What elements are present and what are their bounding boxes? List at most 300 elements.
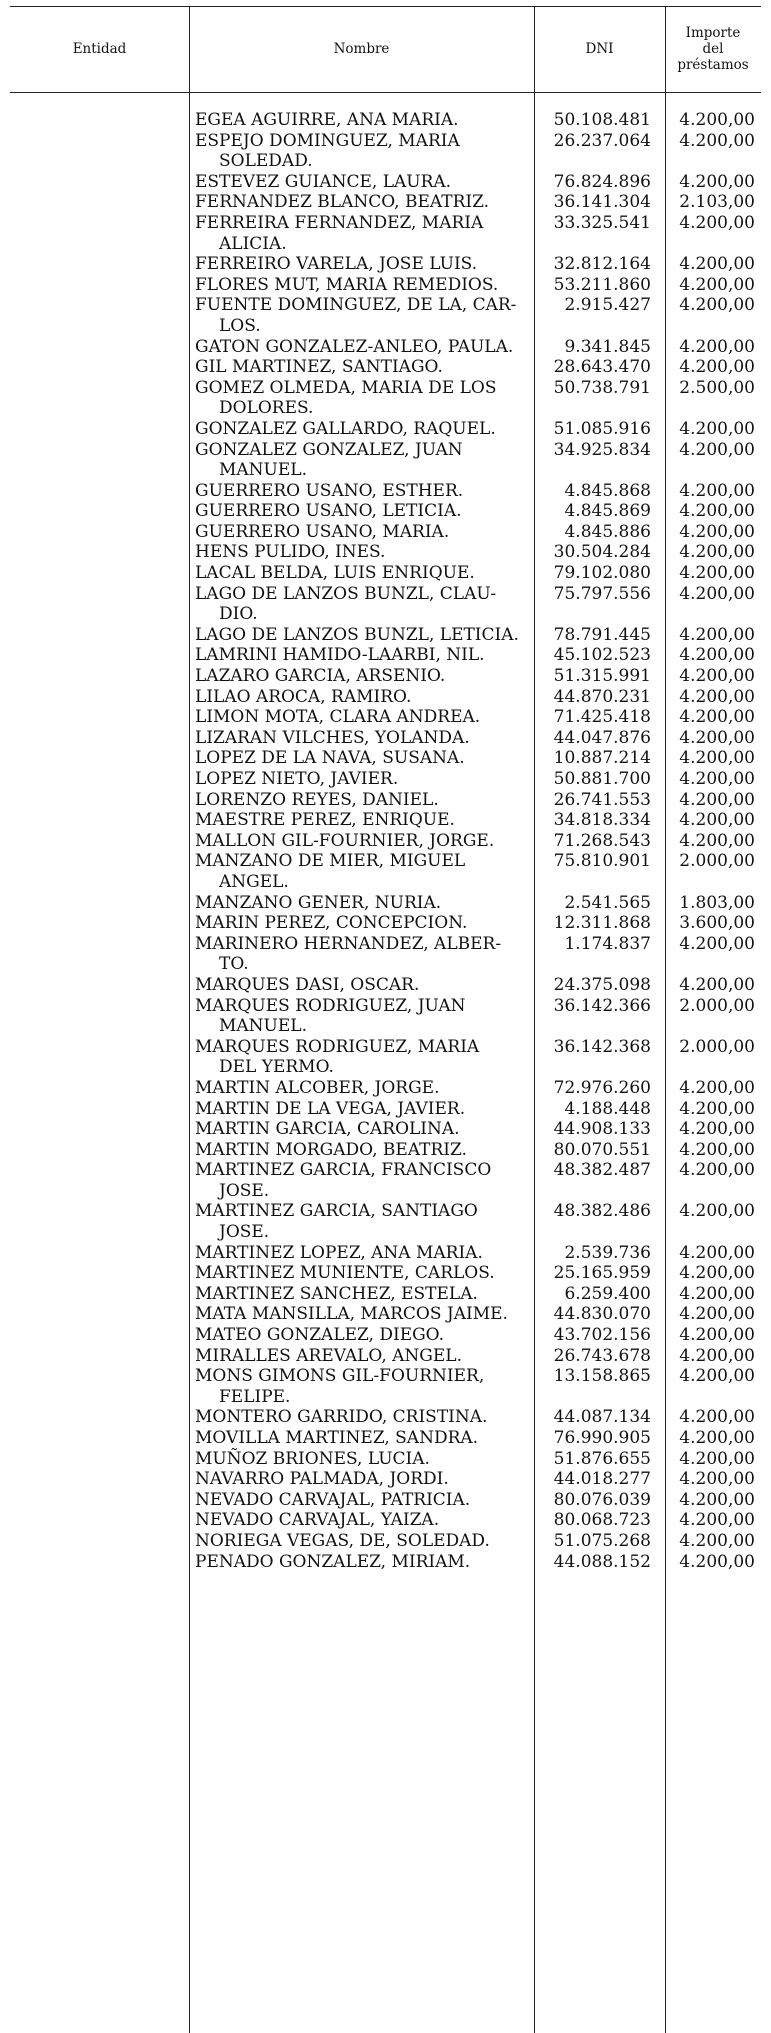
- nombre-continuation: JOSE.: [219, 1222, 270, 1243]
- cell-importe: 4.200,00: [679, 254, 755, 275]
- cell-importe: 4.200,00: [679, 130, 755, 151]
- cell-dni: 72.976.260: [553, 1077, 651, 1098]
- cell-nombre: [189, 1490, 534, 1511]
- nombre-line: MAESTRE PEREZ, ENRIQUE.: [195, 810, 455, 831]
- cell-dni: 44.018.277: [553, 1469, 651, 1490]
- cell-importe: 4.200,00: [679, 336, 755, 357]
- table-row: [0, 542, 771, 563]
- cell-nombre: [189, 419, 534, 440]
- nombre-continuation: DIO.: [219, 604, 258, 625]
- nombre-line: FERREIRA FERNANDEZ, MARIA: [195, 212, 484, 233]
- nombre-line: ESPEJO DOMINGUEZ, MARIA: [195, 130, 460, 151]
- nombre-line: NORIEGA VEGAS, DE, SOLEDAD.: [195, 1530, 490, 1551]
- cell-nombre: [189, 1531, 534, 1552]
- cell-importe: 4.200,00: [679, 645, 755, 666]
- cell-entidad: [0, 254, 189, 275]
- cell-nombre: [189, 1160, 534, 1201]
- nombre-line: LORENZO REYES, DANIEL.: [195, 789, 439, 810]
- cell-dni: 44.088.152: [553, 1551, 651, 1572]
- cell-dni: 25.165.959: [553, 1263, 651, 1284]
- table-row: [0, 1263, 771, 1284]
- cell-dni: 34.925.834: [553, 439, 651, 460]
- nombre-line: LIZARAN VILCHES, YOLANDA.: [195, 727, 470, 748]
- cell-dni: 34.818.334: [553, 810, 651, 831]
- cell-entidad: [0, 996, 189, 1037]
- cell-entidad: [0, 893, 189, 914]
- nombre-line: FLORES MUT, MARIA REMEDIOS.: [195, 274, 499, 295]
- cell-nombre: [189, 666, 534, 687]
- cell-importe: 4.200,00: [679, 666, 755, 687]
- cell-entidad: [0, 1243, 189, 1264]
- table-row: [0, 748, 771, 769]
- table-row: [0, 1407, 771, 1428]
- cell-entidad: [0, 810, 189, 831]
- nombre-line: MARQUES DASI, OSCAR.: [195, 974, 420, 995]
- cell-dni: 2.539.736: [564, 1242, 651, 1263]
- cell-dni: 12.311.868: [553, 913, 651, 934]
- table-row: [0, 790, 771, 811]
- cell-importe: 4.200,00: [679, 171, 755, 192]
- nombre-continuation: FELIPE.: [219, 1386, 291, 1407]
- cell-entidad: [0, 213, 189, 254]
- cell-nombre: [189, 1552, 534, 1573]
- cell-nombre: [189, 810, 534, 831]
- cell-entidad: [0, 1407, 189, 1428]
- cell-dni: 71.425.418: [553, 707, 651, 728]
- cell-importe: 4.200,00: [679, 810, 755, 831]
- table-row: [0, 1201, 771, 1242]
- cell-importe: 3.600,00: [679, 913, 755, 934]
- cell-nombre: [189, 1119, 534, 1140]
- nombre-line: LAGO DE LANZOS BUNZL, CLAU-: [195, 583, 497, 604]
- cell-dni: 10.887.214: [553, 748, 651, 769]
- cell-importe: 4.200,00: [679, 274, 755, 295]
- cell-dni: 44.908.133: [553, 1119, 651, 1140]
- cell-entidad: [0, 769, 189, 790]
- nombre-line: LILAO AROCA, RAMIRO.: [195, 686, 412, 707]
- cell-nombre: [189, 1346, 534, 1367]
- cell-entidad: [0, 563, 189, 584]
- table-row: [0, 1469, 771, 1490]
- cell-dni: 2.915.427: [564, 295, 651, 316]
- cell-importe: 4.200,00: [679, 748, 755, 769]
- nombre-line: ESTEVEZ GUIANCE, LAURA.: [195, 171, 452, 192]
- table-row: [0, 192, 771, 213]
- cell-nombre: [189, 584, 534, 625]
- cell-importe: 4.200,00: [679, 1304, 755, 1325]
- nombre-line: FERREIRO VARELA, JOSE LUIS.: [195, 254, 478, 275]
- table-row: [0, 378, 771, 419]
- cell-importe: 4.200,00: [679, 974, 755, 995]
- cell-dni: 51.075.268: [553, 1530, 651, 1551]
- nombre-line: MOVILLA MARTINEZ, SANDRA.: [195, 1428, 479, 1448]
- cell-dni: 44.087.134: [553, 1407, 651, 1428]
- cell-nombre: [189, 1263, 534, 1284]
- cell-nombre: [189, 131, 534, 172]
- cell-nombre: [189, 542, 534, 563]
- cell-entidad: [0, 1304, 189, 1325]
- nombre-line: MATA MANSILLA, MARCOS JAIME.: [195, 1304, 508, 1325]
- cell-entidad: [0, 1078, 189, 1099]
- nombre-line: MARTIN ALCOBER, JORGE.: [195, 1077, 440, 1098]
- cell-nombre: [189, 975, 534, 996]
- nombre-line: LIMON MOTA, CLARA ANDREA.: [195, 707, 481, 728]
- cell-importe: 4.200,00: [679, 542, 755, 563]
- table-row: [0, 254, 771, 275]
- table-row: [0, 1099, 771, 1120]
- cell-dni: 50.738.791: [553, 377, 651, 398]
- table-row: [0, 1552, 771, 1573]
- cell-importe: 4.200,00: [679, 1139, 755, 1160]
- nombre-line: LAZARO GARCIA, ARSENIO.: [195, 666, 446, 687]
- header-importe-line-1: Importe: [685, 25, 741, 41]
- cell-nombre: [189, 1366, 534, 1407]
- cell-entidad: [0, 1428, 189, 1449]
- cell-entidad: [0, 357, 189, 378]
- cell-importe: 4.200,00: [679, 563, 755, 584]
- nombre-continuation: ALICIA.: [219, 233, 287, 254]
- cell-entidad: [0, 275, 189, 296]
- table-body: [0, 110, 771, 1572]
- table-row: [0, 687, 771, 708]
- cell-nombre: [189, 213, 534, 254]
- cell-dni: 75.810.901: [553, 851, 651, 872]
- cell-nombre: [189, 1325, 534, 1346]
- cell-dni: 36.142.366: [553, 995, 651, 1016]
- table-row: [0, 584, 771, 625]
- cell-importe: 4.200,00: [679, 830, 755, 851]
- nombre-line: MONTERO GARRIDO, CRISTINA.: [195, 1407, 488, 1428]
- cell-importe: 4.200,00: [679, 707, 755, 728]
- table-row: [0, 851, 771, 892]
- table-row: [0, 934, 771, 975]
- cell-entidad: [0, 192, 189, 213]
- nombre-line: NEVADO CARVAJAL, PATRICIA.: [195, 1489, 471, 1510]
- cell-importe: 4.200,00: [679, 769, 755, 789]
- cell-importe: 4.200,00: [679, 1242, 755, 1263]
- cell-nombre: [189, 625, 534, 646]
- nombre-line: MARTINEZ MUNIENTE, CARLOS.: [195, 1263, 495, 1284]
- cell-importe: 4.200,00: [679, 1119, 755, 1140]
- nombre-line: GOMEZ OLMEDA, MARIA DE LOS: [195, 377, 497, 398]
- table-row: [0, 1243, 771, 1264]
- cell-entidad: [0, 172, 189, 193]
- nombre-line: GATON GONZALEZ-ANLEO, PAULA.: [195, 336, 514, 357]
- table-row: [0, 1304, 771, 1325]
- cell-dni: 24.375.098: [553, 974, 651, 995]
- cell-nombre: [189, 996, 534, 1037]
- table-row: [0, 440, 771, 481]
- nombre-continuation: MANUEL.: [219, 460, 307, 481]
- cell-nombre: [189, 851, 534, 892]
- nombre-line: MONS GIMONS GIL-FOURNIER,: [195, 1366, 485, 1387]
- cell-importe: 4.200,00: [679, 1510, 755, 1531]
- cell-importe: 4.200,00: [679, 357, 755, 378]
- cell-nombre: [189, 1428, 534, 1449]
- cell-nombre: [189, 913, 534, 934]
- cell-nombre: [189, 1284, 534, 1305]
- cell-entidad: [0, 1037, 189, 1078]
- nombre-line: LAGO DE LANZOS BUNZL, LETICIA.: [195, 624, 519, 645]
- nombre-line: MARQUES RODRIGUEZ, JUAN: [195, 995, 466, 1016]
- cell-dni: 76.990.905: [553, 1428, 651, 1448]
- header-dni-label: DNI: [585, 41, 614, 57]
- cell-nombre: [189, 1304, 534, 1325]
- cell-importe: 4.200,00: [679, 1366, 755, 1387]
- nombre-continuation: DOLORES.: [219, 398, 314, 419]
- cell-nombre: [189, 1510, 534, 1531]
- header-nombre: [189, 6, 534, 92]
- cell-dni: 4.845.868: [564, 480, 651, 501]
- cell-dni: 48.382.486: [553, 1201, 651, 1222]
- cell-entidad: [0, 851, 189, 892]
- cell-importe: 4.200,00: [679, 1530, 755, 1551]
- table-row: [0, 1531, 771, 1552]
- nombre-line: FUENTE DOMINGUEZ, DE LA, CAR-: [195, 295, 517, 316]
- nombre-line: PENADO GONZALEZ, MIRIAM.: [195, 1551, 471, 1572]
- cell-entidad: [0, 645, 189, 666]
- cell-dni: 50.881.700: [553, 769, 651, 789]
- cell-entidad: [0, 1490, 189, 1511]
- nombre-line: MARTIN DE LA VEGA, JAVIER.: [195, 1098, 466, 1119]
- nombre-line: LACAL BELDA, LUIS ENRIQUE.: [195, 563, 475, 584]
- cell-nombre: [189, 1099, 534, 1120]
- cell-importe: 2.000,00: [679, 851, 755, 872]
- nombre-line: NAVARRO PALMADA, JORDI.: [195, 1469, 449, 1490]
- cell-entidad: [0, 913, 189, 934]
- cell-dni: 28.643.470: [553, 357, 651, 378]
- cell-importe: 4.200,00: [679, 110, 755, 130]
- cell-entidad: [0, 1284, 189, 1305]
- cell-dni: 26.741.553: [553, 789, 651, 810]
- cell-nombre: [189, 934, 534, 975]
- cell-nombre: [189, 769, 534, 790]
- cell-nombre: [189, 110, 534, 131]
- header-entidad-label: Entidad: [72, 41, 127, 57]
- cell-nombre: [189, 295, 534, 336]
- cell-dni: 76.824.896: [553, 171, 651, 192]
- cell-dni: 6.259.400: [564, 1283, 651, 1304]
- cell-importe: 4.200,00: [679, 521, 755, 542]
- cell-entidad: [0, 542, 189, 563]
- cell-entidad: [0, 707, 189, 728]
- cell-importe: 4.200,00: [679, 789, 755, 810]
- cell-importe: 2.000,00: [679, 995, 755, 1016]
- cell-entidad: [0, 1263, 189, 1284]
- cell-nombre: [189, 337, 534, 358]
- cell-importe: 4.200,00: [679, 686, 755, 707]
- cell-nombre: [189, 481, 534, 502]
- table-row: [0, 913, 771, 934]
- table-row: [0, 1078, 771, 1099]
- cell-entidad: [0, 584, 189, 625]
- nombre-continuation: TO.: [219, 954, 249, 975]
- cell-importe: 4.200,00: [679, 727, 755, 748]
- nombre-line: GONZALEZ GALLARDO, RAQUEL.: [195, 418, 496, 439]
- cell-nombre: [189, 1407, 534, 1428]
- cell-importe: 4.200,00: [679, 1469, 755, 1490]
- cell-dni: 51.085.916: [553, 418, 651, 439]
- nombre-line: MANZANO DE MIER, MIGUEL: [195, 851, 466, 872]
- cell-entidad: [0, 1325, 189, 1346]
- cell-dni: 48.382.487: [553, 1160, 651, 1181]
- cell-dni: 4.188.448: [564, 1098, 651, 1119]
- nombre-line: MARTIN GARCIA, CAROLINA.: [195, 1119, 460, 1140]
- cell-entidad: [0, 481, 189, 502]
- cell-nombre: [189, 501, 534, 522]
- table-row: [0, 1428, 771, 1449]
- cell-entidad: [0, 1510, 189, 1531]
- cell-dni: 13.158.865: [553, 1366, 651, 1387]
- cell-importe: 4.200,00: [679, 1448, 755, 1469]
- cell-nombre: [189, 440, 534, 481]
- cell-importe: 4.200,00: [679, 1325, 755, 1346]
- nombre-line: LOPEZ DE LA NAVA, SUSANA.: [195, 748, 465, 769]
- cell-dni: 44.047.876: [553, 727, 651, 748]
- nombre-line: MIRALLES AREVALO, ANGEL.: [195, 1345, 462, 1366]
- cell-dni: 33.325.541: [553, 212, 651, 233]
- table-row: [0, 831, 771, 852]
- nombre-line: MARTINEZ GARCIA, FRANCISCO: [195, 1160, 492, 1181]
- nombre-line: MARTINEZ LOPEZ, ANA MARIA.: [195, 1242, 483, 1263]
- cell-dni: 4.845.869: [564, 501, 651, 522]
- header-bottom-rule: [10, 92, 761, 93]
- cell-nombre: [189, 748, 534, 769]
- table-row: [0, 625, 771, 646]
- nombre-continuation: JOSE.: [219, 1180, 270, 1201]
- nombre-line: EGEA AGUIRRE, ANA MARIA.: [195, 110, 459, 130]
- cell-importe: 4.200,00: [679, 1345, 755, 1366]
- table-row: [0, 501, 771, 522]
- cell-dni: 44.830.070: [553, 1304, 651, 1325]
- nombre-continuation: LOS.: [219, 315, 261, 336]
- cell-importe: 1.803,00: [679, 892, 755, 913]
- table-row: [0, 1366, 771, 1407]
- nombre-line: GUERRERO USANO, MARIA.: [195, 521, 450, 542]
- table-row: [0, 172, 771, 193]
- header-importe-line-2: del: [702, 41, 724, 57]
- cell-importe: 2.500,00: [679, 377, 755, 398]
- cell-nombre: [189, 1078, 534, 1099]
- cell-nombre: [189, 172, 534, 193]
- cell-dni: 26.237.064: [553, 130, 651, 151]
- cell-nombre: [189, 378, 534, 419]
- cell-importe: 4.200,00: [679, 1098, 755, 1119]
- cell-nombre: [189, 254, 534, 275]
- cell-entidad: [0, 1346, 189, 1367]
- header-entidad: [10, 6, 189, 92]
- cell-entidad: [0, 1552, 189, 1573]
- cell-dni: 44.870.231: [553, 686, 651, 707]
- cell-importe: 4.200,00: [679, 1551, 755, 1572]
- cell-entidad: [0, 728, 189, 749]
- cell-entidad: [0, 110, 189, 131]
- cell-entidad: [0, 295, 189, 336]
- cell-dni: 1.174.837: [564, 933, 651, 954]
- cell-importe: 4.200,00: [679, 1489, 755, 1510]
- cell-dni: 2.541.565: [564, 892, 651, 913]
- cell-nombre: [189, 831, 534, 852]
- cell-entidad: [0, 1449, 189, 1470]
- cell-entidad: [0, 934, 189, 975]
- nombre-line: MUÑOZ BRIONES, LUCIA.: [195, 1448, 430, 1469]
- cell-nombre: [189, 1449, 534, 1470]
- nombre-line: MALLON GIL-FOURNIER, JORGE.: [195, 830, 495, 851]
- cell-dni: 78.791.445: [553, 624, 651, 645]
- cell-importe: 2.103,00: [679, 192, 755, 213]
- cell-nombre: [189, 522, 534, 543]
- table-row: [0, 1119, 771, 1140]
- nombre-line: MARTINEZ GARCIA, SANTIAGO: [195, 1201, 478, 1222]
- cell-dni: 80.070.551: [553, 1139, 651, 1160]
- cell-importe: 4.200,00: [679, 583, 755, 604]
- nombre-line: NEVADO CARVAJAL, YAIZA.: [195, 1510, 440, 1531]
- cell-entidad: [0, 625, 189, 646]
- header-importe-line-3: préstamos: [677, 57, 749, 73]
- cell-entidad: [0, 831, 189, 852]
- table-row: [0, 975, 771, 996]
- table-row: [0, 522, 771, 543]
- cell-nombre: [189, 192, 534, 213]
- table-row: [0, 110, 771, 131]
- nombre-continuation: MANUEL.: [219, 1016, 307, 1037]
- cell-dni: 36.142.368: [553, 1036, 651, 1057]
- nombre-line: MARQUES RODRIGUEZ, MARIA: [195, 1036, 480, 1057]
- cell-dni: 51.315.991: [553, 666, 651, 687]
- cell-entidad: [0, 1531, 189, 1552]
- cell-nombre: [189, 728, 534, 749]
- cell-entidad: [0, 419, 189, 440]
- table-row: [0, 1140, 771, 1161]
- cell-entidad: [0, 337, 189, 358]
- cell-dni: 53.211.860: [553, 274, 651, 295]
- cell-entidad: [0, 131, 189, 172]
- cell-dni: 51.876.655: [553, 1448, 651, 1469]
- cell-dni: 32.812.164: [553, 254, 651, 275]
- cell-entidad: [0, 1160, 189, 1201]
- cell-nombre: [189, 893, 534, 914]
- cell-entidad: [0, 440, 189, 481]
- cell-dni: 43.702.156: [553, 1325, 651, 1346]
- cell-entidad: [0, 666, 189, 687]
- header-importe: [665, 6, 761, 92]
- table-row: [0, 1346, 771, 1367]
- cell-entidad: [0, 975, 189, 996]
- nombre-line: GUERRERO USANO, ESTHER.: [195, 480, 464, 501]
- cell-nombre: [189, 357, 534, 378]
- cell-importe: 4.200,00: [679, 624, 755, 645]
- cell-importe: 4.200,00: [679, 212, 755, 233]
- nombre-continuation: DEL YERMO.: [219, 1057, 334, 1078]
- cell-importe: 4.200,00: [679, 1160, 755, 1181]
- cell-importe: 4.200,00: [679, 1407, 755, 1428]
- nombre-line: GONZALEZ GONZALEZ, JUAN: [195, 439, 463, 460]
- cell-nombre: [189, 1140, 534, 1161]
- cell-importe: 4.200,00: [679, 1428, 755, 1448]
- table-row: [0, 1449, 771, 1470]
- table-row: [0, 996, 771, 1037]
- cell-nombre: [189, 1201, 534, 1242]
- cell-dni: 50.108.481: [553, 110, 651, 130]
- table-row: [0, 893, 771, 914]
- cell-entidad: [0, 378, 189, 419]
- table-row: [0, 337, 771, 358]
- nombre-line: HENS PULIDO, INES.: [195, 542, 386, 563]
- cell-importe: 4.200,00: [679, 480, 755, 501]
- nombre-line: MARTIN MORGADO, BEATRIZ.: [195, 1139, 467, 1160]
- cell-nombre: [189, 1037, 534, 1078]
- cell-dni: 30.504.284: [553, 542, 651, 563]
